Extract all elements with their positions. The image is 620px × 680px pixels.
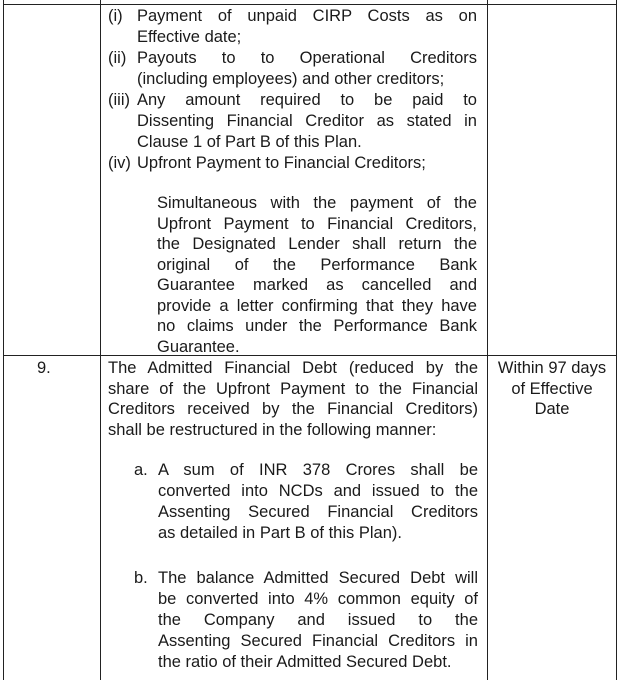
item-text-line: as detailed in Part B of this Plan). — [158, 524, 402, 542]
intro-line: Creditors received by the Financial Creditors) — [108, 400, 478, 418]
intro-line: shall be restructured in the following manner: — [108, 421, 437, 439]
item-text-line: Upfront Payment to Financial Creditors; — [137, 154, 426, 172]
row-number: 9. — [37, 359, 51, 377]
item-label: (iii) — [108, 91, 130, 109]
item-text-line: (including employees) and other creditors; — [137, 70, 445, 88]
item-text-line: Payment of unpaid CIRP Costs as on — [137, 7, 477, 25]
item-text-line: Effective date; — [137, 28, 242, 46]
item-text-line: Assenting Secured Financial Creditors — [158, 503, 478, 521]
intro-line: share of the Upfront Payment to the Financial — [108, 380, 478, 398]
note-line: original of the Performance Bank — [157, 256, 477, 274]
note-line: the Designated Lender shall return the — [157, 235, 477, 253]
item-text-line: Dissenting Financial Creditor as stated in — [137, 112, 477, 130]
item-text-line: A sum of INR 378 Crores shall be — [158, 461, 478, 479]
column-divider-2 — [487, 0, 488, 680]
note-line: Upfront Payment to Financial Creditors, — [157, 215, 477, 233]
item-label: b. — [134, 569, 148, 587]
timeline-line: of Effective — [511, 380, 593, 398]
column-divider-1 — [100, 0, 101, 680]
item-label: (iv) — [108, 154, 131, 172]
intro-line: The Admitted Financial Debt (reduced by the — [108, 359, 478, 377]
note-line: provide a letter confirming that they have — [157, 297, 477, 315]
item-text-line: Assenting Secured Financial Creditors in — [158, 632, 478, 650]
table-border-left — [3, 0, 4, 680]
item-text-line: the ratio of their Admitted Secured Debt. — [158, 653, 452, 671]
item-text-line: Any amount required to be paid to — [137, 91, 477, 109]
item-text-line: the Company and issued to the — [158, 611, 478, 629]
timeline-line: Date — [534, 400, 570, 418]
item-label: (ii) — [108, 49, 127, 67]
table-border-top — [3, 4, 617, 5]
item-text-line: Payouts to to Operational Creditors — [137, 49, 477, 67]
note-line: no claims under the Performance Bank — [157, 317, 477, 335]
table-border-right — [616, 0, 617, 680]
timeline-line: Within 97 days — [497, 359, 607, 377]
item-text-line: The balance Admitted Secured Debt will — [158, 569, 478, 587]
item-label: (i) — [108, 7, 123, 25]
item-text-line: be converted into 4% common equity of — [158, 590, 478, 608]
note-line: Guarantee. — [157, 338, 240, 356]
note-line: Simultaneous with the payment of the — [157, 194, 477, 212]
item-text-line: Clause 1 of Part B of this Plan. — [137, 133, 362, 151]
item-label: a. — [134, 461, 148, 479]
note-line: Guarantee marked as cancelled and — [157, 276, 477, 294]
item-text-line: converted into NCDs and issued to the — [158, 482, 478, 500]
